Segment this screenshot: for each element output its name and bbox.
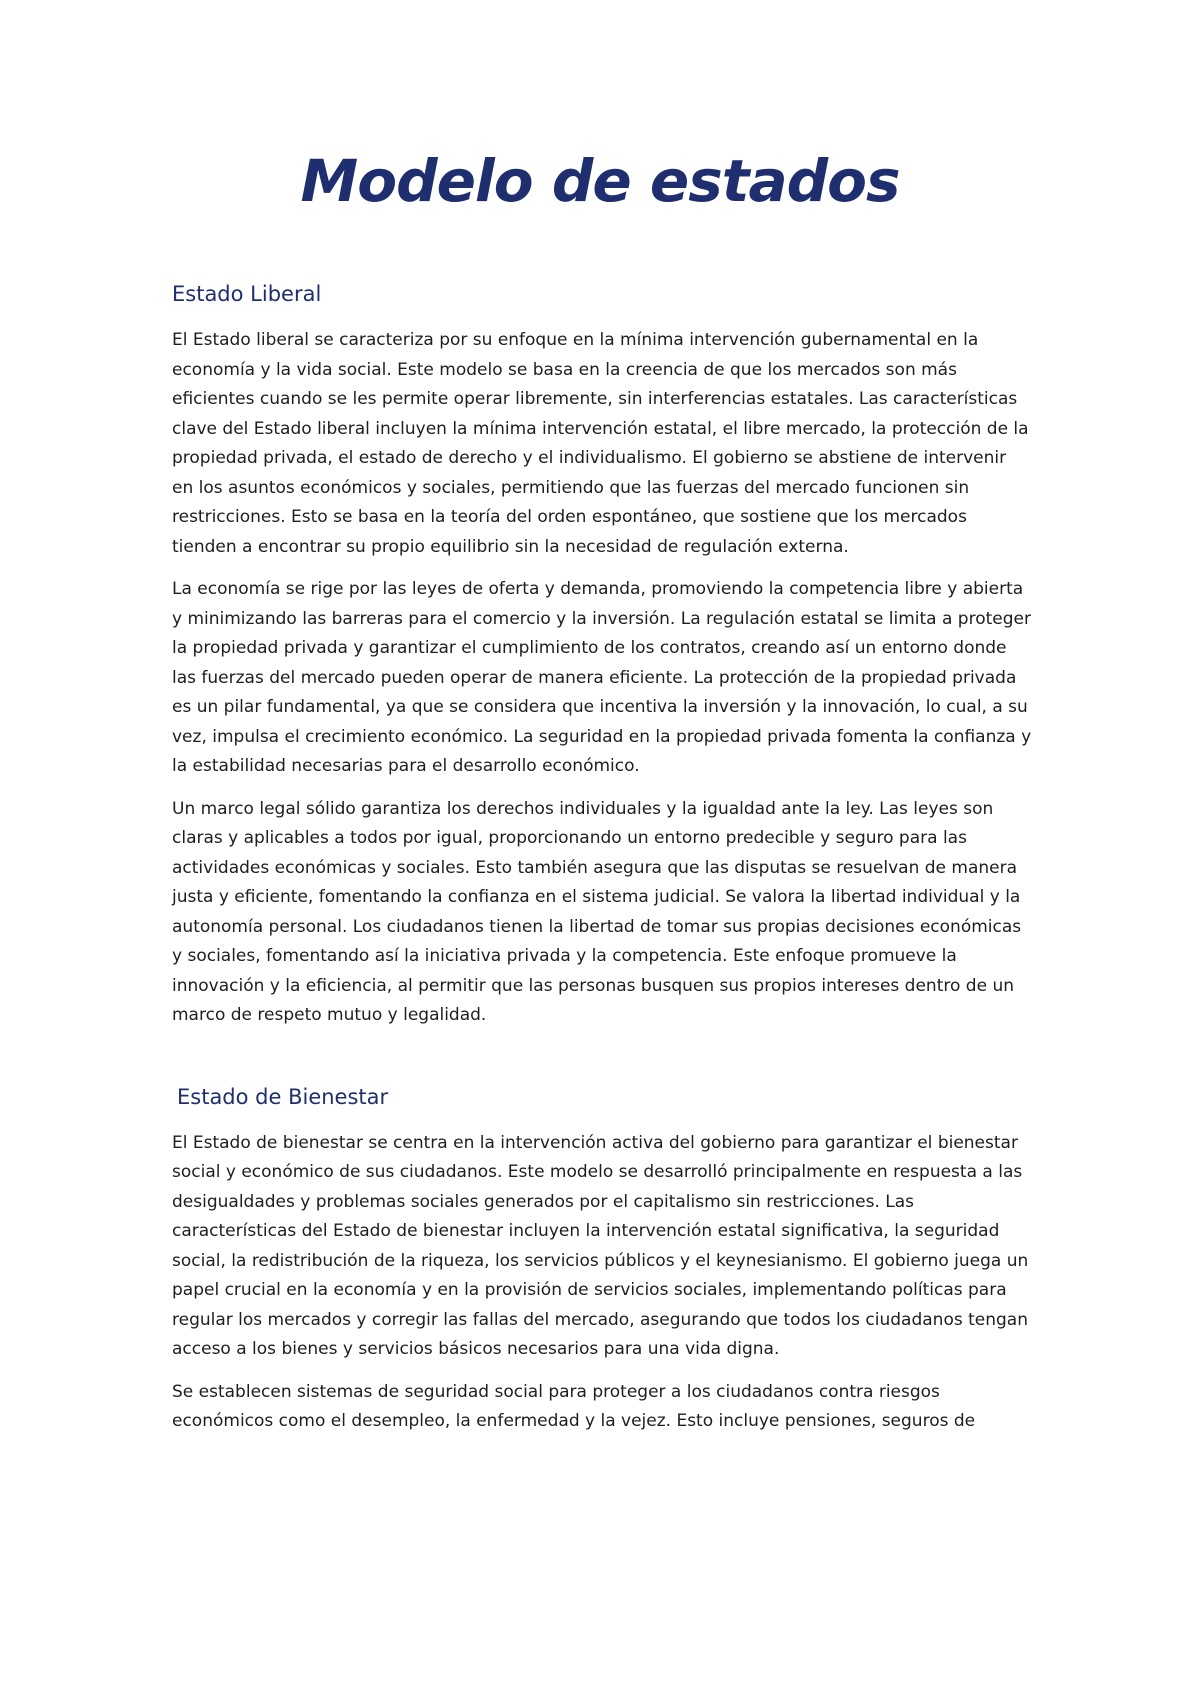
document-title: Modelo de estados — [300, 147, 900, 215]
section-estado-de-bienestar — [172, 1083, 1032, 1437]
section-heading: Estado Liberal — [172, 282, 322, 306]
section-heading: Estado de Bienestar — [177, 1084, 389, 1109]
paragraph: Se establecen sistemas de seguridad social para proteger a los ciudadanos contra riesgos económicos como el desempleo, la enfermedad y la vejez. Esto incluye pensiones, seguros de — [172, 1381, 976, 1431]
paragraph: La economía se rige por las leyes de oferta y demanda, promoviendo la competencia libre y abierta y minimizando las barreras para el comercio y la inversión. La regulación estatal se limita a proteger la propiedad privada y garantizar el cumplimiento de los contratos, creando así un entorno donde las fuerzas del mercado pueden operar de manera eficiente. La protección de la propiedad privada es un pilar fundamental, ya que se considera que incentiva la inversión y la innovación, lo cual, a su vez, impulsa el crecimiento económico. La seguridad en la propiedad privada fomenta la confianza y la estabilidad necesarias para el desarrollo económico. — [172, 579, 1032, 776]
document-body — [172, 280, 1032, 1450]
paragraph: El Estado liberal se caracteriza por su enfoque en la mínima intervención gubernamental en la economía y la vida social. Este modelo se basa en la creencia de que los mercados son más eficientes cuando se les permite operar libremente, sin interferencias estatales. Las características clave del Estado liberal incluyen la mínima intervención estatal, el libre mercado, la protección de la propiedad privada, el estado de derecho y el individualismo. El gobierno se abstiene de intervenir en los asuntos económicos y sociales, permitiendo que las fuerzas del mercado funcionen sin restricciones. Esto se basa en la teoría del orden espontáneo, que sostiene que los mercados tienden a encontrar su propio equilibrio sin la necesidad de regulación externa. — [172, 330, 1029, 557]
section-estado-liberal — [172, 280, 1032, 1031]
paragraph: Un marco legal sólido garantiza los derechos individuales y la igualdad ante la ley. Las leyes son claras y aplicables a todos por igual, proporcionando un entorno predecible y seguro para las actividades económicas y sociales. Esto también asegura que las disputas se resuelvan de manera justa y eficiente, fomentando la confianza en el sistema judicial. Se valora la libertad individual y la autonomía personal. Los ciudadanos tienen la libertad de tomar sus propias decisiones económicas y sociales, fomentando así la iniciativa privada y la competencia. Este enfoque promueve la innovación y la eficiencia, al permitir que las personas busquen sus propios intereses dentro de un marco de respeto mutuo y legalidad. — [172, 798, 1022, 1025]
paragraph: El Estado de bienestar se centra en la intervención activa del gobierno para garantizar el bienestar social y económico de sus ciudadanos. Este modelo se desarrolló principalmente en respuesta a las desigualdades y problemas sociales generados por el capitalismo sin restricciones. Las características del Estado de bienestar incluyen la intervención estatal significativa, la seguridad social, la redistribución de la riqueza, los servicios públicos y el keynesianismo. El gobierno juega un papel crucial en la economía y en la provisión de servicios sociales, implementando políticas para regular los mercados y corregir las fallas del mercado, asegurando que todos los ciudadanos tengan acceso a los bienes y servicios básicos necesarios para una vida digna. — [172, 1132, 1029, 1359]
